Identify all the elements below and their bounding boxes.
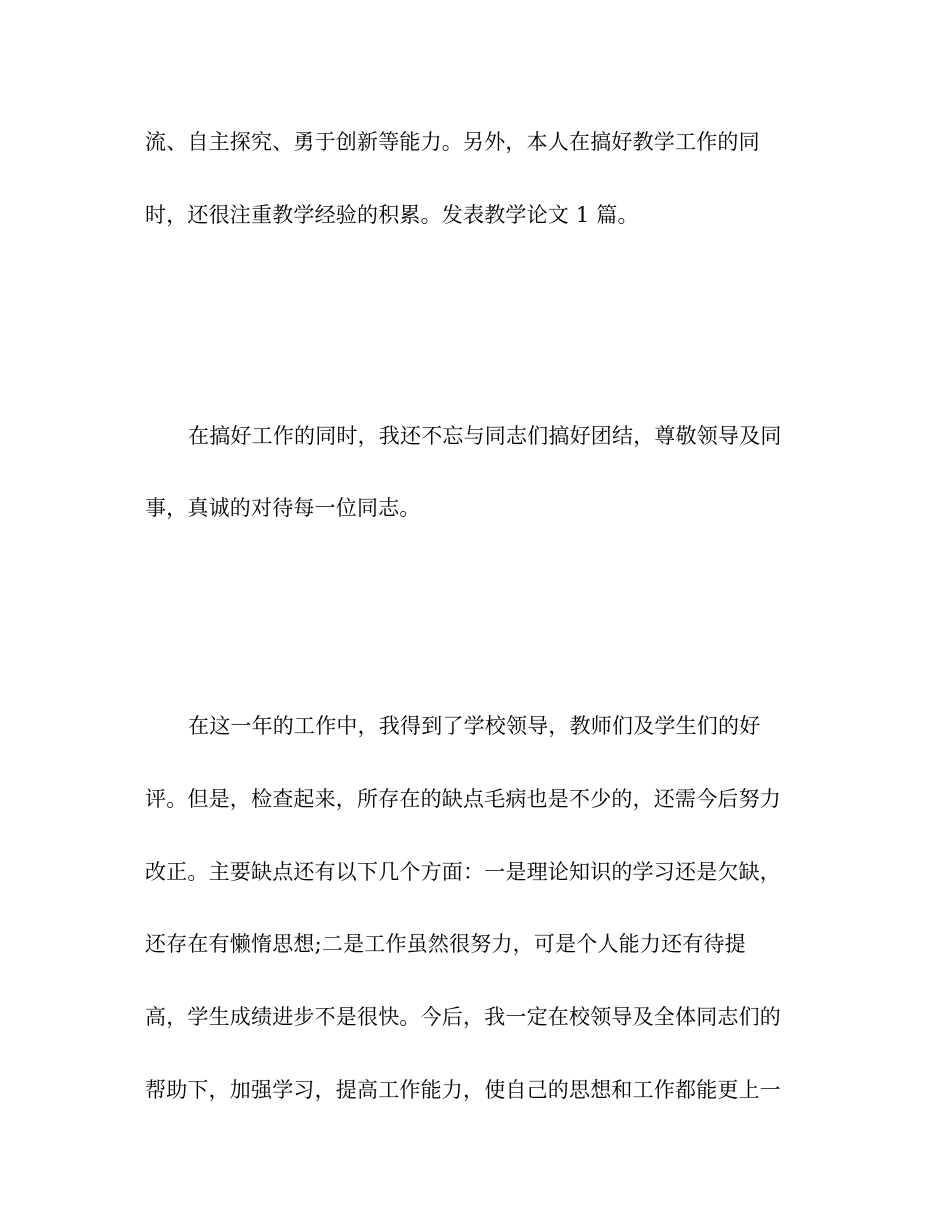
paragraph-2-line-1: 在搞好工作的同时，我还不忘与同志们搞好团结，尊敬领导及同	[188, 424, 782, 448]
paragraph-3-line-2: 评。但是，检查起来，所存在的缺点毛病也是不少的，还需今后努力	[145, 787, 781, 811]
paragraph-1-line-1: 流、自主探究、勇于创新等能力。另外，本人在搞好教学工作的同	[145, 130, 760, 154]
paragraph-1-line-2: 时，还很注重教学经验的积累。发表教学论文 1 篇。	[145, 203, 639, 227]
paragraph-3-line-6: 帮助下，加强学习，提高工作能力，使自己的思想和工作都能更上一	[145, 1078, 781, 1102]
paragraph-2-line-2: 事，真诚的对待每一位同志。	[145, 496, 421, 520]
paragraph-3-line-1: 在这一年的工作中，我得到了学校领导，教师们及学生们的好	[188, 714, 761, 738]
paragraph-3-line-4: 还存在有懒惰思想;二是工作虽然很努力，可是个人能力还有待提	[145, 932, 746, 956]
paragraph-3-line-5: 高，学生成绩进步不是很快。今后，我一定在校领导及全体同志们的	[145, 1005, 781, 1029]
paragraph-3-line-3: 改正。主要缺点还有以下几个方面：一是理论知识的学习还是欠缺，	[145, 860, 781, 884]
